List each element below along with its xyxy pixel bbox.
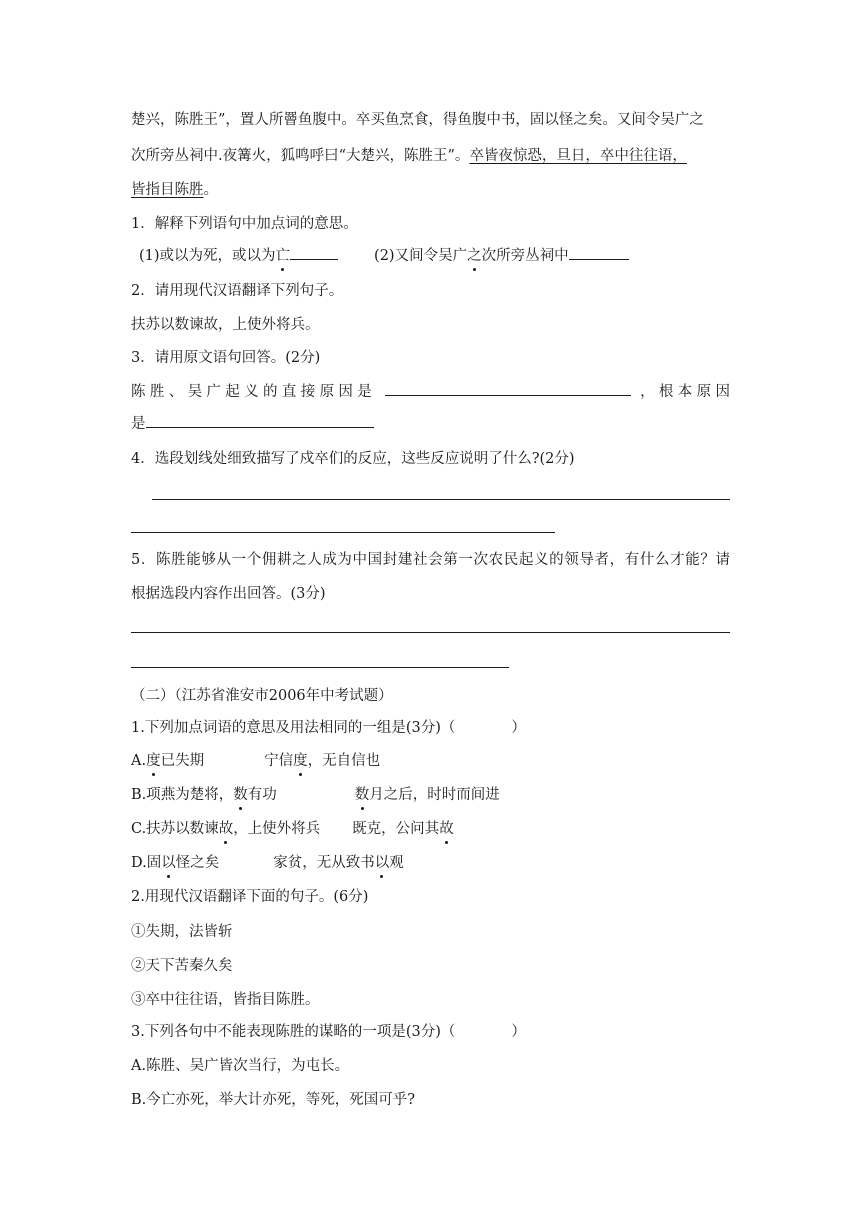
dotted-word: 度 — [146, 753, 161, 769]
option-text: 既克，公问其 — [352, 821, 440, 837]
option-text: ，上使外将兵 — [233, 821, 321, 837]
answer-line[interactable] — [131, 667, 509, 668]
passage-text: 次所旁丛祠中.夜篝火，狐鸣呼曰“大楚兴，陈胜王”。 — [131, 148, 470, 164]
mc3-option-a[interactable]: A.陈胜、吴广皆次当行，为屯长。 — [131, 1058, 350, 1074]
option-text: D.固 — [131, 855, 162, 871]
mc1-prompt — [131, 718, 526, 738]
tr2-prompt: 2.用现代汉语翻译下面的句子。(6分) — [131, 889, 369, 905]
option-text: 怪之矣 — [175, 855, 220, 871]
q3-line-1 — [131, 381, 730, 402]
q5-line-2: 根据选段内容作出回答。(3分) — [131, 586, 326, 602]
underlined-passage: 皆指目陈胜 — [131, 182, 204, 198]
mc3-prompt-text: 3.下列各句中不能表现陈胜的谋略的一项是(3分)（ — [131, 1024, 456, 1040]
passage-line-1 — [131, 110, 704, 130]
answer-line[interactable] — [152, 499, 730, 500]
mc3-option-b[interactable]: B.今亡亦死，举大计亦死，等死，死国可乎? — [131, 1092, 416, 1108]
mc1-option-d[interactable] — [131, 853, 404, 873]
paren-close: ） — [511, 720, 526, 736]
dotted-word: 数 — [233, 787, 248, 803]
q3-line-2 — [131, 413, 374, 434]
option-text: ，无自信也 — [307, 753, 381, 769]
q3-text: 陈胜、吴广起义的直接原因是 — [131, 384, 377, 400]
dotted-word: 度 — [293, 753, 308, 769]
mc3-prompt — [131, 1022, 526, 1042]
q1-item2-text: 次所旁丛祠中 — [481, 248, 569, 264]
section2-heading: （二）（江苏省淮安市2006年中考试题） — [131, 688, 393, 704]
option-text: C.扶苏以数谏 — [131, 821, 219, 837]
tr2-item-1: ①失期，法皆斩 — [131, 924, 233, 940]
q4-prompt: 4．选段划线处细致描写了戍卒们的反应，这些反应说明了什么?(2分) — [131, 451, 575, 467]
dotted-word: 以 — [161, 855, 176, 871]
option-text: B.项燕为楚将， — [131, 787, 234, 803]
mc1-option-c[interactable] — [131, 819, 454, 839]
q3-text: ，根本原因 — [640, 384, 731, 400]
option-text: 月之后，时时而间进 — [369, 787, 500, 803]
q3-prompt: 3．请用原文语句回答。(2分) — [131, 350, 321, 366]
q2-prompt: 2．请用现代汉语翻译下列句子。 — [131, 283, 344, 299]
dotted-word: 数 — [354, 787, 370, 803]
q1-item2-text: (2)又间令吴广 — [374, 248, 468, 264]
q3-text: 是 — [131, 416, 146, 432]
answer-blank[interactable] — [290, 245, 338, 260]
mc1-prompt-text: 1.下列加点词语的意思及用法相同的一组是(3分)（ — [131, 720, 456, 736]
dotted-word: 故 — [218, 821, 234, 837]
dotted-word: 以 — [374, 855, 390, 871]
dotted-word: 故 — [439, 821, 454, 837]
q5-line-1: 5．陈胜能够从一个佣耕之人成为中国封建社会第一次农民起义的领导者，有什么才能？请 — [131, 552, 730, 568]
answer-blank[interactable] — [569, 245, 629, 260]
option-text: 有功 — [247, 787, 277, 803]
answer-blank[interactable] — [146, 413, 374, 428]
mc1-option-a[interactable] — [131, 751, 380, 771]
option-text: 观 — [389, 855, 404, 871]
paren-close: ） — [511, 1024, 526, 1040]
underlined-passage: 卒皆夜惊恐，旦日，卒中往往语， — [469, 148, 687, 164]
answer-line[interactable] — [131, 632, 730, 633]
option-text: A. — [131, 753, 147, 769]
q2-sentence: 扶苏以数谏故，上使外将兵。 — [131, 317, 320, 333]
tr2-item-2: ②天下苦秦久矣 — [131, 958, 233, 974]
q1-prompt: 1．解释下列语句中加点词的意思。 — [131, 216, 358, 232]
dotted-word: 之 — [467, 248, 482, 264]
passage-line-2 — [131, 146, 687, 166]
passage-text: 楚兴，陈胜王”，置人所罾鱼腹中。卒买鱼烹食，得鱼腹中书，固以怪之矣。又间令吴广之 — [131, 112, 704, 128]
tr2-item-3: ③卒中往往语，皆指目陈胜。 — [131, 992, 320, 1008]
option-text: 家贫，无从致书 — [273, 855, 375, 871]
option-text: 宁信 — [264, 753, 294, 769]
q1-items — [139, 245, 629, 266]
q1-item1-text: (1)或以为死，或以为 — [139, 248, 276, 264]
passage-text: 。 — [203, 182, 218, 198]
passage-line-3 — [131, 180, 218, 200]
mc1-option-b[interactable] — [131, 785, 500, 805]
answer-blank[interactable] — [385, 381, 631, 396]
answer-line[interactable] — [131, 532, 555, 533]
option-text: 已失期 — [160, 753, 205, 769]
dotted-word: 亡 — [275, 248, 291, 264]
